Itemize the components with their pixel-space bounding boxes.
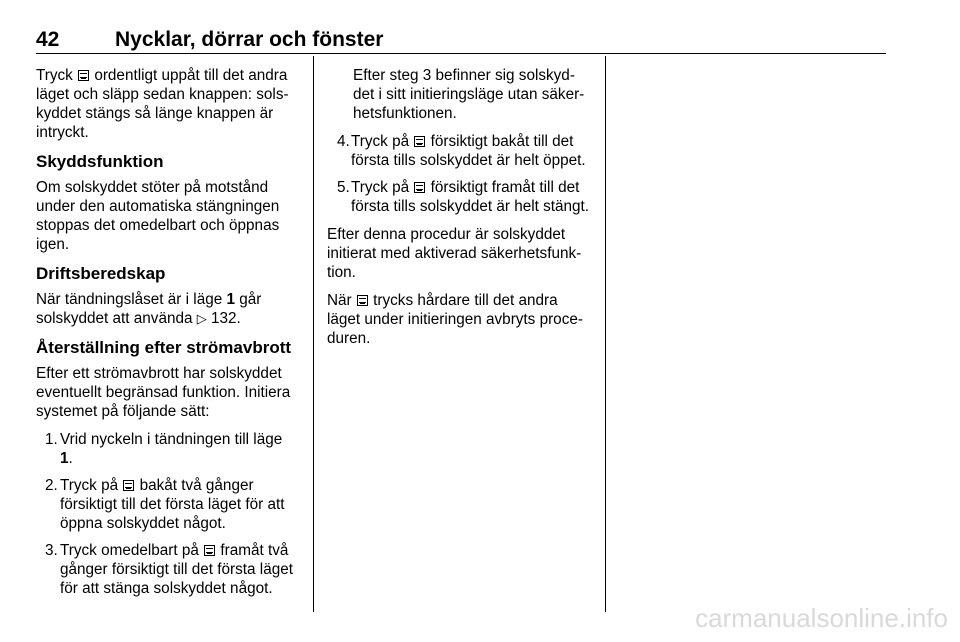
list-item: 5. Tryck på försiktigt framåt till det första tills solskyddet är helt stängt.	[337, 179, 590, 215]
chapter-title: Nycklar, dörrar och fönster	[115, 28, 384, 51]
reset-section	[36, 337, 298, 598]
reset-heading: Återställning efter strömavbrott	[36, 338, 292, 357]
reset-steps	[36, 430, 298, 598]
page-reference-link[interactable]: 132.	[210, 310, 241, 327]
press-harder-text: När trycks hårdare till det andra läget under initieringen avbryts proce-duren.	[327, 292, 583, 347]
reset-text: Efter ett strömavbrott har solskyddet eventuellt begränsad funktion. Initiera systemet på följande sätt:	[36, 365, 291, 420]
standby-heading: Driftsberedskap	[36, 264, 166, 283]
sunshade-switch-icon	[78, 70, 89, 81]
protection-heading: Skyddsfunktion	[36, 152, 164, 171]
column-divider	[605, 56, 606, 612]
page-number: 42	[36, 28, 60, 51]
page-header	[36, 28, 886, 54]
sunshade-switch-icon	[204, 545, 215, 556]
column-divider	[313, 56, 314, 612]
sunshade-switch-icon	[357, 295, 368, 306]
protection-text: Om solskyddet stöter på motstånd under den automatiska stängningen stoppas det omedelbart och öppnas igen.	[36, 179, 280, 253]
sunshade-switch-icon	[123, 480, 134, 491]
list-item: 2. Tryck på bakåt två gånger försiktigt till det första läget för att öppna solskyddet något.	[45, 477, 285, 532]
sunshade-switch-icon	[414, 136, 425, 147]
standby-text: När tändningslåset är i läge 1 går solskyddet att använda ▷ 132.	[36, 291, 262, 327]
page-reference-arrow-icon[interactable]: ▷	[196, 311, 207, 326]
initialization-note: Efter steg 3 befinner sig solskyd-det i sitt initieringsläge utan säker-hetsfunktionen.	[353, 67, 585, 122]
intro-paragraph: Tryck ordentligt uppåt till det andra läget och släpp sedan knappen: sols-kyddet stängs så länge knappen är intryckt.	[36, 67, 289, 141]
list-item: 4. Tryck på försiktigt bakåt till det första tills solskyddet är helt öppet.	[337, 133, 586, 169]
left-column	[36, 66, 298, 607]
after-procedure-text: Efter denna procedur är solskyddet initierat med aktiverad säkerhetsfunk-tion.	[327, 226, 582, 281]
standby-section	[36, 263, 298, 328]
watermark: carmanualsonline.info	[695, 603, 948, 633]
list-item: 1. Vrid nyckeln i tändningen till läge 1.	[45, 431, 283, 467]
reset-steps-continued	[327, 132, 593, 216]
list-item: 3. Tryck omedelbart på framåt två gånger försiktigt till det första läget för att stänga solskyddet något.	[45, 542, 293, 597]
sunshade-switch-icon	[414, 182, 425, 193]
right-column	[327, 66, 593, 357]
protection-section	[36, 151, 298, 254]
